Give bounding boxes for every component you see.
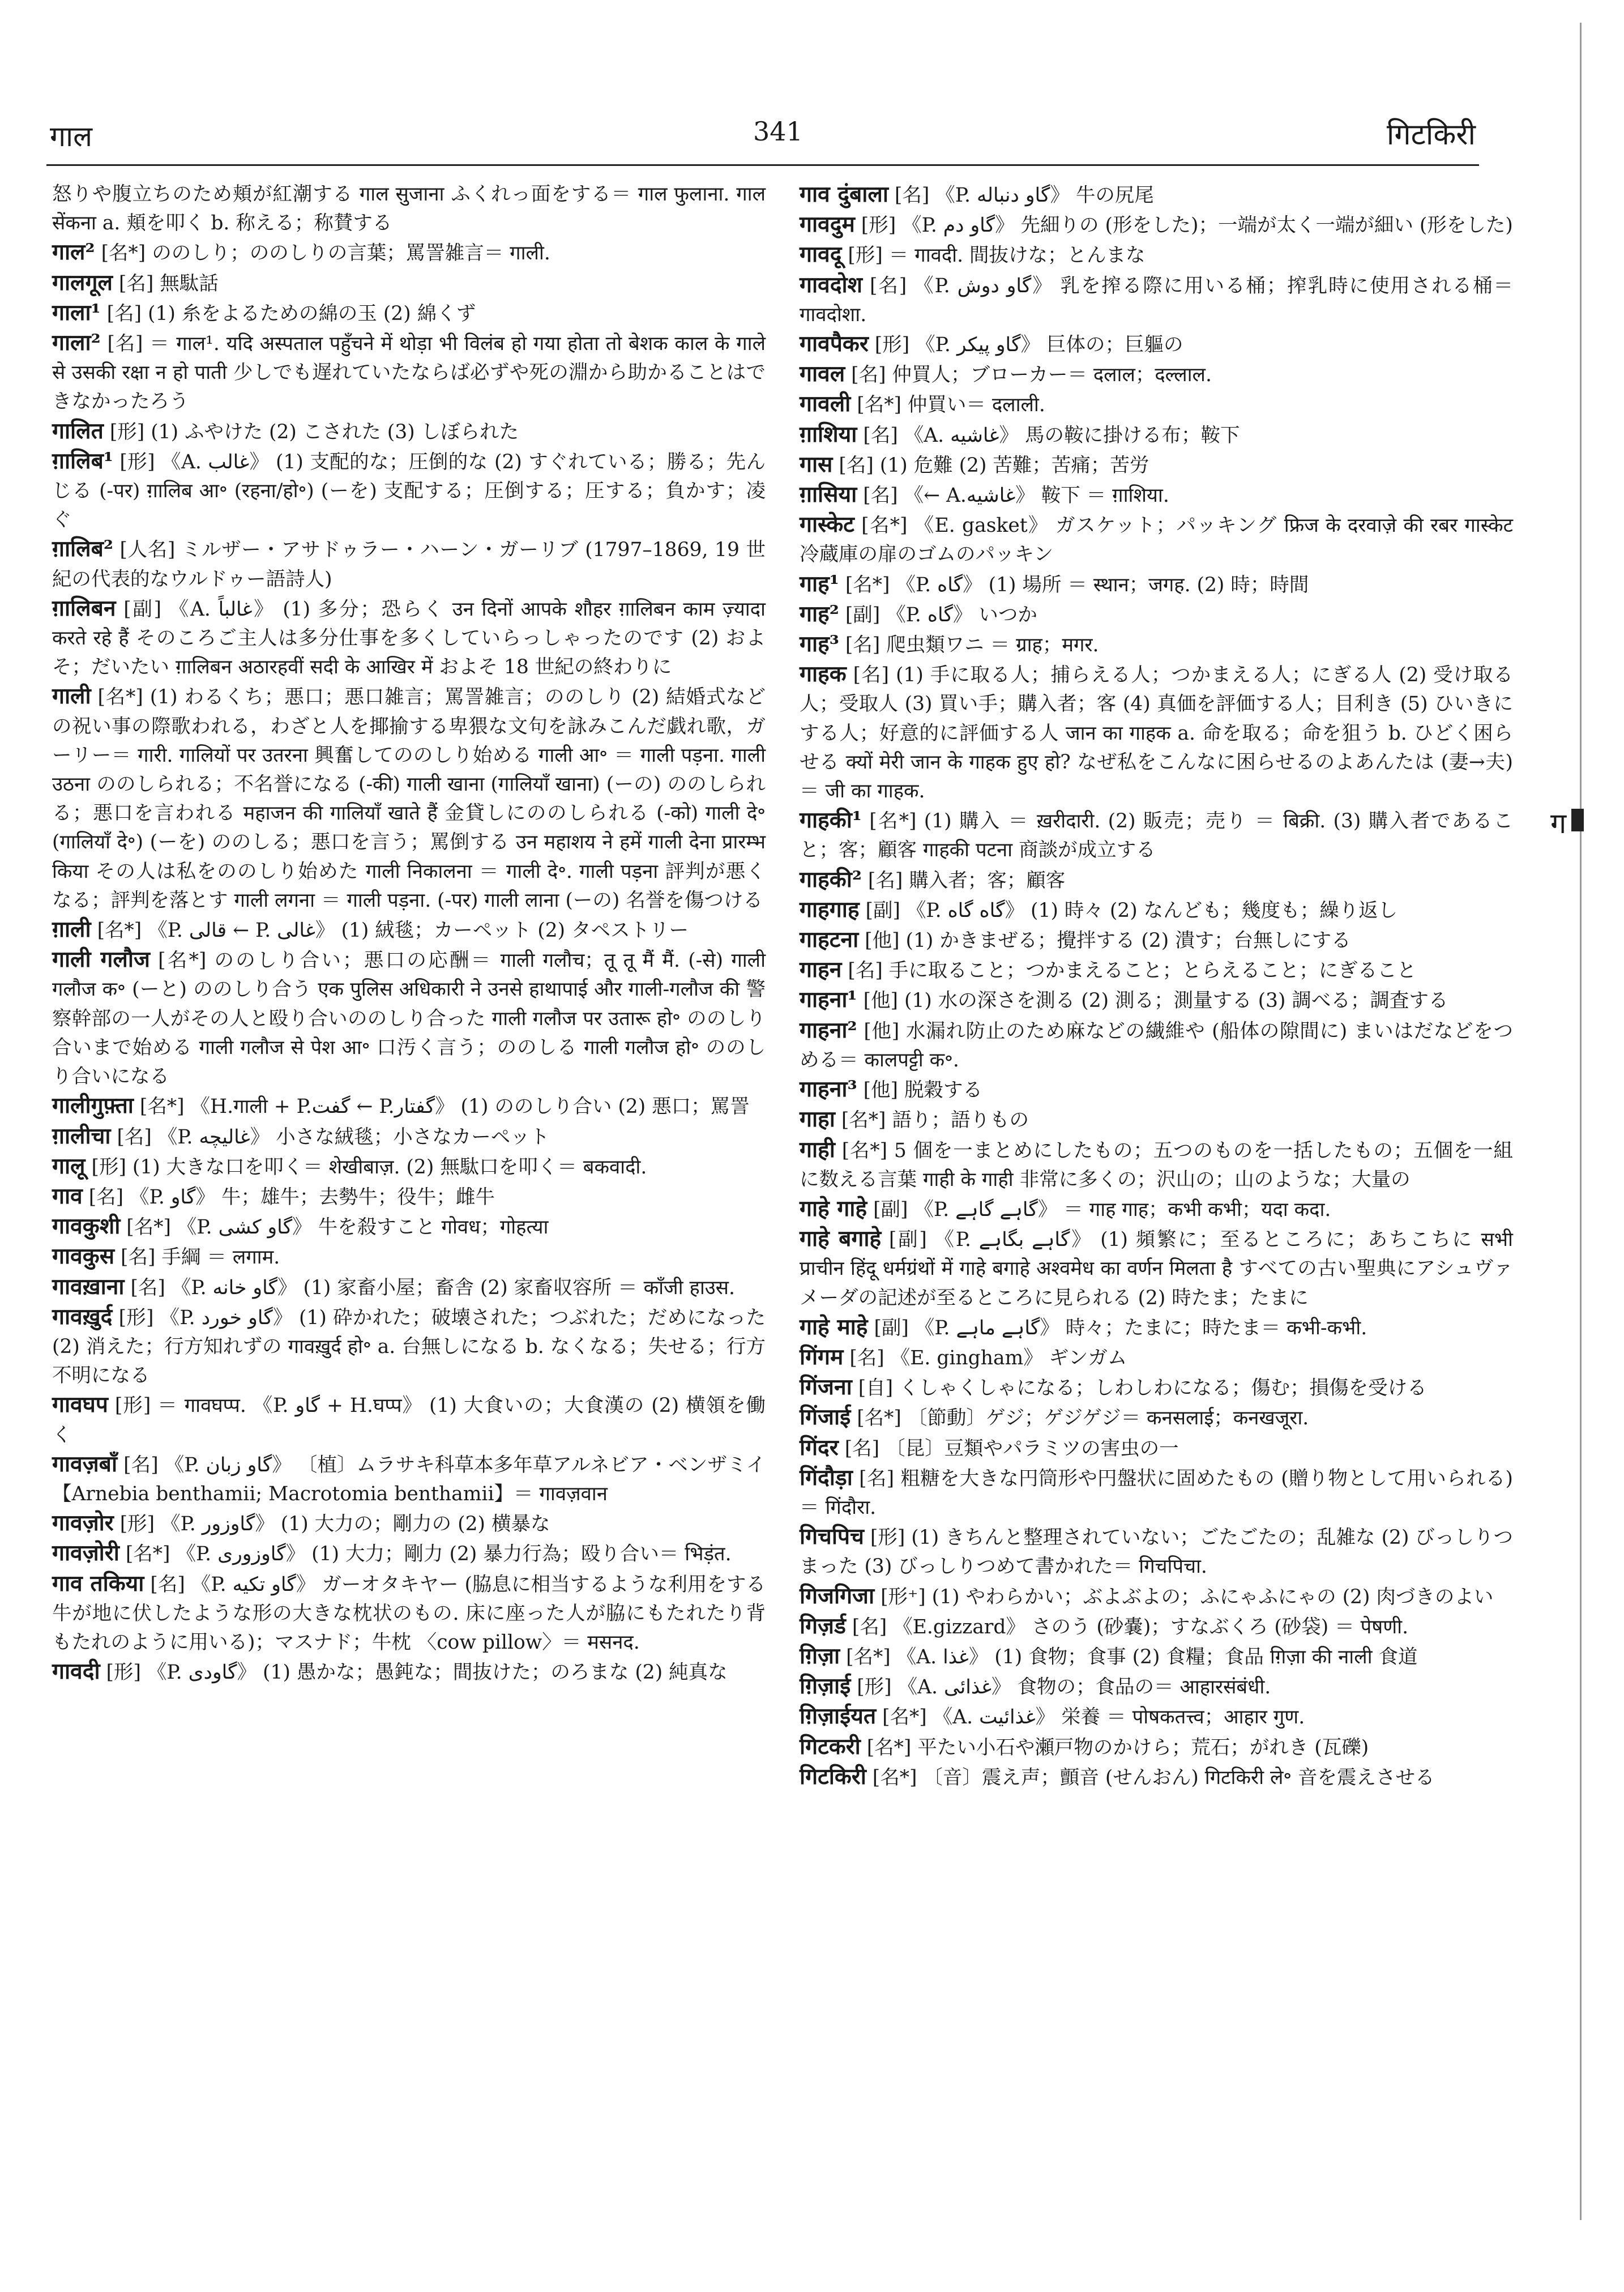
dictionary-entry bbox=[52, 1657, 766, 1687]
entry-headword: गाहना¹ bbox=[800, 987, 857, 1013]
dictionary-entry bbox=[800, 985, 1513, 1015]
entry-definition: [名*] 《P. قالی ← P. غالی》 (1) 絨毯；カーペット (2) タペストリー bbox=[97, 919, 689, 942]
dictionary-entry bbox=[52, 1152, 766, 1182]
entry-headword: गाहना² bbox=[800, 1017, 857, 1043]
entry-headword: गाव दुंबाला bbox=[800, 181, 888, 207]
entry-headword: गास्केट bbox=[800, 511, 854, 538]
dictionary-entry bbox=[52, 1122, 766, 1152]
entry-headword: गाही bbox=[800, 1136, 835, 1163]
dictionary-entry bbox=[800, 1075, 1513, 1105]
dictionary-entry bbox=[52, 1303, 766, 1391]
dictionary-entry bbox=[800, 210, 1513, 240]
dictionary-entry bbox=[800, 510, 1513, 569]
entry-definition: 怒りや腹立ちのため頬が紅潮する गाल सुजाना ふくれっ面をする＝ गाल फुलाना. गाल सेंकना a. 頬を叩く b. 称える；称賛する bbox=[52, 183, 766, 235]
dictionary-entry bbox=[800, 1403, 1513, 1433]
entry-definition: [名] 《P. گاو》 牛；雄牛；去勢牛；役牛；雌牛 bbox=[88, 1185, 495, 1209]
entry-definition: [名] 《E. gingham》 ギンガム bbox=[849, 1346, 1127, 1369]
entry-definition: [名] 粗糖を大きな円筒形や円盤状に固めたもの (贈り物として用いられる) ＝ गिंदौरा. bbox=[800, 1467, 1513, 1519]
entry-headword: गावख़ुर्द bbox=[52, 1303, 113, 1330]
entry-definition: [形] (1) きちんと整理されていない；ごたごたの；乱雑な (2) びっしりつまった (3) びっしりつめて書かれた＝ गिचपिचा. bbox=[800, 1526, 1514, 1578]
dictionary-entry bbox=[52, 1390, 766, 1449]
thumb-index-letter: ग bbox=[1550, 807, 1567, 840]
entry-headword: गावज़ोरी bbox=[52, 1540, 119, 1567]
dictionary-entry bbox=[800, 1194, 1513, 1224]
entry-definition: [名*] 《A. غذائیت》 栄養 ＝ पोषकतत्त्व；आहार गुण. bbox=[882, 1706, 1305, 1729]
entry-definition: [名] 《← A.غاشیه》 鞍下 ＝ ग़ाशिया. bbox=[863, 484, 1169, 507]
entry-definition: [名] 《P. گاو دنباله》 牛の尻尾 bbox=[894, 184, 1154, 207]
entry-headword: गाली गलौज bbox=[52, 946, 150, 973]
entry-definition: [名*] 《P. گاه》 (1) 場所 ＝ स्थान；जगह. (2) 時；時間 bbox=[845, 573, 1309, 596]
entry-headword: गिंजाई bbox=[800, 1404, 851, 1431]
dictionary-entry bbox=[800, 600, 1513, 630]
page-edge-line bbox=[1580, 23, 1582, 2220]
entry-definition: [名*] 仲買い＝ दलाली. bbox=[857, 394, 1045, 417]
dictionary-entry bbox=[800, 1672, 1513, 1702]
entry-headword: गिंगम bbox=[800, 1343, 844, 1370]
dictionary-entry bbox=[800, 360, 1513, 390]
entry-headword: गाहटना bbox=[800, 927, 859, 953]
entry-definition: [名] 無駄話 bbox=[118, 272, 219, 295]
entry-definition: [名] 《P. گاو تکیه》 ガーオタキヤー (脇息に相当するような利用をする牛が地に伏したような形の大きな枕状のもの. 床に座った人が脇にもたれたり背もたれのように用いる)；マスナド；牛枕 〈cow pillow〉＝ मसनद. bbox=[52, 1573, 766, 1654]
entry-headword: ग़ालिबन bbox=[52, 595, 116, 621]
entry-headword: ग़िज़ाईयत bbox=[800, 1703, 877, 1730]
dictionary-entry bbox=[52, 1539, 766, 1569]
entry-headword: गावज़बाँ bbox=[52, 1450, 118, 1477]
dictionary-entry bbox=[800, 865, 1513, 895]
entry-headword: गावदोश bbox=[800, 271, 863, 298]
dictionary-entry bbox=[52, 1569, 766, 1658]
entry-headword: ग़ाशिया bbox=[800, 421, 857, 447]
dictionary-entry bbox=[52, 328, 766, 417]
entry-headword: गावदी bbox=[52, 1658, 100, 1685]
entry-definition: [名*] 《E. gasket》 ガスケット；パッキング फ्रिज के दरवाज़े की रबर गास्केट 冷蔵庫の扉のゴムのパッキン bbox=[800, 514, 1514, 566]
entry-definition: [名*] 《A. غذا》 (1) 食物；食事 (2) 食糧；食品 ग़िज़ा की नाली 食道 bbox=[846, 1645, 1418, 1668]
dictionary-entry bbox=[800, 1762, 1513, 1792]
entry-definition: [名] 〔昆〕豆類やパラミツの害虫の一 bbox=[844, 1437, 1179, 1460]
dictionary-entry bbox=[800, 1732, 1513, 1762]
entry-headword: ग़ालिब² bbox=[52, 536, 113, 562]
dictionary-entry bbox=[800, 895, 1513, 925]
entry-definition: [他] 水漏れ防止のため麻などの繊維や (船体の隙間に) まいはだなどをつめる＝ कालपट्टी क॰. bbox=[800, 1019, 1513, 1072]
dictionary-entry bbox=[800, 1373, 1513, 1403]
entry-definition: [副] 《P. گاہے گاہے》 ＝ गाह गाह；कभी कभी；यदा कदा. bbox=[873, 1198, 1331, 1221]
entry-definition: [名] (1) 危難 (2) 苦難；苦痛；苦労 bbox=[839, 454, 1149, 477]
entry-definition: [名*] 語り；語りもの bbox=[841, 1109, 1029, 1132]
entry-headword: गावदुम bbox=[800, 211, 855, 238]
entry-definition: [名*] (1) 購入 ＝ ख़रीदारी. (2) 販売；売り ＝ बिक्री. (3) 購入者であること；客；顧客 गाहकी पटना 商談が成立する bbox=[800, 810, 1513, 862]
entry-definition: [形] 《P. گاو خورد》 (1) 砕かれた；破壊された；つぶれた；だめになった (2) 消えた；行方知れずの गावख़ुर्द हो॰ a. 台無しになる b. なくなる；失せる；行方不明になる bbox=[52, 1306, 766, 1388]
dictionary-entry bbox=[800, 1016, 1513, 1075]
entry-definition: [名] 手綱 ＝ लगाम. bbox=[121, 1246, 280, 1269]
entry-definition: [名*] 〔音〕震え声；顫音 (せんおん) गिटकिरी ले॰ 音を震えさせる bbox=[872, 1766, 1435, 1789]
dictionary-entry bbox=[800, 660, 1513, 806]
entry-definition: [人名] ミルザー・アサドゥラー・ハーン・ガーリブ (1797–1869, 19 世紀の代表的なウルドゥー語詩人) bbox=[52, 539, 766, 591]
entry-headword: गालित bbox=[52, 417, 104, 444]
dictionary-entry bbox=[52, 268, 766, 298]
entry-headword: गाह² bbox=[800, 600, 839, 627]
entry-headword: गाहना³ bbox=[800, 1076, 857, 1103]
entry-headword: गाव bbox=[52, 1183, 83, 1209]
dictionary-entry bbox=[52, 945, 766, 1091]
dictionary-entry bbox=[800, 1105, 1513, 1135]
dictionary-entry bbox=[800, 330, 1513, 360]
entry-headword: गाहन bbox=[800, 957, 842, 983]
dictionary-entry bbox=[800, 806, 1513, 865]
entry-headword: गिटकिरी bbox=[800, 1763, 866, 1790]
entry-definition: [名] (1) 手に取る人；捕らえる人；つかまえる人；にぎる人 (2) 受け取る人；受取人 (3) 買い手；購入者；客 (4) 真価を評価する人；目利き (5) ひいきにする人；好意的に評価する人 जान का गाहक a. 命を取る；命を狙う b. ひどく困らせる क्यों मेरी जान के गाहक हुए हो? なぜ私をこんなに困らせるのよあんたは (妻→夫) ＝ जी का गाहक. bbox=[800, 664, 1513, 803]
dictionary-entry bbox=[800, 1136, 1513, 1194]
entry-headword: ग़िज़ाई bbox=[800, 1673, 851, 1700]
entry-headword: गाहकी² bbox=[800, 866, 862, 893]
dictionary-entry bbox=[52, 682, 766, 915]
entry-headword: गावल bbox=[800, 361, 845, 387]
left-column bbox=[52, 180, 766, 1687]
dictionary-entry bbox=[52, 180, 766, 238]
entry-definition: [形] ＝ गावदी. 間抜けな；とんまな bbox=[848, 244, 1146, 267]
entry-definition: [名*] 平たい小石や瀬戸物のかけら；荒石；がれき (瓦礫) bbox=[866, 1736, 1369, 1759]
dictionary-entry bbox=[800, 955, 1513, 985]
dictionary-entry bbox=[800, 450, 1513, 480]
dictionary-entry bbox=[52, 1091, 766, 1121]
dictionary-entry bbox=[52, 238, 766, 268]
entry-headword: ग़ालिब¹ bbox=[52, 447, 113, 474]
dictionary-entry bbox=[52, 1212, 766, 1242]
entry-headword: गावकुशी bbox=[52, 1213, 121, 1240]
entry-headword: गालू bbox=[52, 1153, 86, 1179]
entry-definition: [形] 《P. گاودی》 (1) 愚かな；愚鈍な；間抜けた；のろまな (2) 純真な bbox=[106, 1661, 728, 1684]
entry-definition: [形⁺] (1) やわらかい；ぶよぶよの；ふにゃふにゃの (2) 肉づきのよい bbox=[881, 1585, 1494, 1608]
entry-definition: [名*] 5 個を一まとめにしたもの；五つのものを一括したもの；五個を一組に数える言葉 गाही के गाही 非常に多くの；沢山の；山のような；大量の bbox=[800, 1139, 1513, 1191]
entry-headword: गावकुस bbox=[52, 1243, 115, 1270]
entry-definition: [名*] ののしり合い；悪口の応酬＝ गाली गलौच；तू तू मैं मैं. (-से) गाली गलौज क॰ (ーと) ののしり合う एक पुलिस अधिकारी ने उनसे हाथापाई और गाली-गलौज की 警察幹部の一人がその人と殴り合いののしり合った गाली गलौज पर उतारू हो॰ ののしり合いまで始める गाली गलौज से पेश आ॰ 口汚く言う；ののしる गाली गलौज हो॰ ののしり合いになる bbox=[52, 949, 766, 1089]
entry-definition: [他] 脱穀する bbox=[863, 1079, 982, 1102]
entry-headword: गाहे माहे bbox=[800, 1313, 868, 1340]
entry-headword: गाहा bbox=[800, 1106, 835, 1133]
entry-headword: गिटकरी bbox=[800, 1733, 861, 1760]
dictionary-entry bbox=[800, 630, 1513, 660]
dictionary-entry bbox=[800, 480, 1513, 510]
entry-headword: गाल² bbox=[52, 239, 95, 266]
dictionary-entry bbox=[800, 390, 1513, 420]
entry-definition: [形] (1) ふやけた (2) こされた (3) しぼられた bbox=[109, 420, 519, 443]
entry-headword: गाला¹ bbox=[52, 299, 101, 326]
dictionary-entry bbox=[52, 1450, 766, 1509]
entry-headword: ग़ालीचा bbox=[52, 1122, 111, 1149]
dictionary-entry bbox=[52, 1182, 766, 1212]
dictionary-entry bbox=[52, 535, 766, 594]
entry-headword: गावदू bbox=[800, 241, 842, 268]
dictionary-entry bbox=[800, 1582, 1513, 1612]
dictionary-entry bbox=[52, 594, 766, 682]
entry-definition: [名] 《P. گاو دوش》 乳を搾る際に用いる桶；搾乳時に使用される桶＝ गावदोशा. bbox=[800, 274, 1514, 326]
dictionary-entry bbox=[800, 240, 1513, 270]
entry-headword: गास bbox=[800, 451, 833, 477]
page-number: 341 bbox=[753, 116, 803, 147]
entry-definition: [他] (1) かきまぜる；攪拌する (2) 潰す；台無しにする bbox=[865, 929, 1351, 953]
dictionary-entry bbox=[800, 1522, 1513, 1581]
dictionary-entry bbox=[52, 1273, 766, 1303]
entry-definition: [名] 《P. گاو خانه》 (1) 家畜小屋；畜舎 (2) 家畜収容所 ＝ काँजी हाउस. bbox=[130, 1276, 735, 1299]
entry-definition: [副] 《P. گاه گاه》 (1) 時々 (2) なんども；幾度も；繰り返し bbox=[865, 899, 1398, 922]
entry-definition: [形] 《A. غذائی》 食物の；食品の＝ आहारसंबंधी. bbox=[857, 1676, 1271, 1699]
dictionary-entry bbox=[800, 1313, 1513, 1343]
dictionary-entry bbox=[800, 1612, 1513, 1642]
dictionary-entry bbox=[800, 1702, 1513, 1732]
entry-definition: [副] 《P. گاہے ماہے》 時々；たまに；時たま＝ कभी-कभी. bbox=[874, 1316, 1367, 1339]
dictionary-entry bbox=[800, 1343, 1513, 1373]
dictionary-entry bbox=[800, 1463, 1513, 1522]
entry-headword: गाहे गाहे bbox=[800, 1195, 867, 1222]
entry-headword: गाह¹ bbox=[800, 570, 839, 597]
entry-headword: गाहक bbox=[800, 661, 847, 688]
entry-headword: ग़ासिया bbox=[800, 481, 857, 508]
entry-definition: [名*] (1) わるくち；悪口；悪口雑言；罵詈雑言；ののしり (2) 結婚式などの祝い事の際歌われる，わざと人を揶揄する卑猥な文句を詠みこんだ戯れ歌，ガーリー＝ गारी. गालियों पर उतरना 興奮してののしり始める गाली आ॰ ＝ गाली पड़ना. गाली उठना ののしられる；不名誉になる (-की) गाली खाना (गालियाँ खाना) (ーの) ののしられる；悪口を言われる महाजन की गालियाँ खाते हैं 金貸しにののしられる (-को) गाली दे॰ (गालियाँ दे॰) (ーを) ののしる；悪口を言う；罵倒する उन महाशय ने हमें गाली देना प्रारम्भ किया その人は私をののしり始めた गाली निकालना ＝ गाली दे॰. गाली पड़ना 評判が悪くなる；評判を落とす गाली लगना ＝ गाली पड़ना. (-पर) गाली लाना (ーの) 名誉を傷つける bbox=[52, 686, 766, 912]
entry-definition: [名] 爬虫類ワニ ＝ ग्राह；मगर. bbox=[845, 634, 1099, 657]
entry-headword: गाहकी¹ bbox=[800, 807, 862, 834]
entry-definition: [名] 《A. غاشیه》 馬の鞍に掛ける布；鞍下 bbox=[863, 424, 1240, 447]
entry-headword: गाह³ bbox=[800, 631, 839, 658]
entry-headword: गावज़ोर bbox=[52, 1510, 114, 1536]
entry-definition: [形] 《P. گاوزور》 (1) 大力の；剛力の (2) 横暴な bbox=[119, 1513, 550, 1536]
entry-definition: [名*] 《P. گاو کشی》 牛を殺すこと गोवध；गोहत्या bbox=[126, 1216, 549, 1239]
header-rule bbox=[46, 164, 1479, 166]
dictionary-entry bbox=[800, 925, 1513, 955]
running-head-right: गिटकिरी bbox=[1386, 118, 1476, 152]
entry-headword: गालीगुफ़्ता bbox=[52, 1092, 134, 1119]
entry-definition: [名] 購入者；客；顧客 bbox=[867, 869, 1066, 892]
entry-headword: गाव तकिया bbox=[52, 1570, 144, 1597]
dictionary-entry bbox=[52, 1242, 766, 1272]
entry-headword: गिंजना bbox=[800, 1374, 852, 1401]
dictionary-entry bbox=[52, 915, 766, 945]
entry-headword: गावली bbox=[800, 391, 851, 417]
entry-definition: [名*] 〔節動〕ゲジ；ゲジゲジ＝ कनसलाई；कनखजूरा. bbox=[857, 1407, 1309, 1430]
entry-definition: [名*] 《P. گاوزوری》 (1) 大力；剛力 (2) 暴力行為；殴り合い＝ भिड़ंत. bbox=[125, 1543, 732, 1566]
entry-definition: [名] 手に取ること；つかまえること；とらえること；にぎること bbox=[848, 959, 1417, 983]
dictionary-entry bbox=[52, 417, 766, 447]
entry-definition: [名] 《P. گاو زبان》 〔植〕ムラサキ科草本多年草アルネビア・ベンザミイ【Arnebia benthamii; Macrotomia benthamii】＝ गावज़वान bbox=[52, 1453, 766, 1505]
dictionary-entry bbox=[800, 180, 1513, 210]
entry-definition: [形] ＝ गावघप्प. 《P. گاو + H.घप्प》 (1) 大食いの；大食漢の (2) 横領を働く bbox=[52, 1394, 766, 1446]
entry-headword: गावघप bbox=[52, 1392, 108, 1418]
entry-headword: गालगूल bbox=[52, 269, 113, 296]
dictionary-entry bbox=[800, 1642, 1513, 1672]
right-column bbox=[800, 180, 1513, 1792]
entry-headword: गाहे बगाहे bbox=[800, 1226, 882, 1252]
entry-definition: [名] (1) 糸をよるための綿の玉 (2) 綿くず bbox=[106, 302, 476, 325]
entry-headword: गिंदौड़ा bbox=[800, 1464, 853, 1491]
entry-headword: ग़ाली bbox=[52, 916, 91, 943]
entry-definition: [形] 《A. غالب》 (1) 支配的な；圧倒的な (2) すぐれている；勝る；先んじる (-पर) ग़ालिब आ॰ (रहना/हो॰) (ーを) 支配する；圧倒する；圧する；負かす；凌ぐ bbox=[52, 450, 766, 532]
entry-definition: [形] 《P. گاو پیکر》 巨体の；巨軀の bbox=[874, 334, 1183, 357]
entry-definition: [形] (1) 大きな口を叩く＝ शेखीबाज़. (2) 無駄口を叩く＝ बकवादी. bbox=[91, 1155, 647, 1179]
entry-definition: [形] 《P. گاو دم》 先細りの (形をした)；一端が太く一端が細い (形をした) bbox=[861, 214, 1513, 237]
entry-definition: [他] (1) 水の深さを測る (2) 測る；測量する (3) 調べる；調査する bbox=[863, 989, 1448, 1013]
dictionary-entry bbox=[800, 271, 1513, 330]
dictionary-entry bbox=[800, 420, 1513, 450]
entry-definition: [名*] ののしり；ののしりの言葉；罵詈雑言＝ गाली. bbox=[101, 242, 550, 265]
entry-headword: गाला² bbox=[52, 330, 101, 356]
entry-headword: गिजगिजा bbox=[800, 1582, 875, 1609]
entry-headword: गिज़र्ड bbox=[800, 1612, 846, 1639]
dictionary-entry bbox=[52, 298, 766, 328]
entry-definition: [自] くしゃくしゃになる；しわしわになる；傷む；損傷を受ける bbox=[858, 1377, 1427, 1400]
entry-definition: [名] 仲買人；ブローカー＝ दलाल；दल्लाल. bbox=[851, 364, 1212, 387]
entry-definition: [副] 《P. گاہے بگاہے》 (1) 頻繁に；至るところに；あちこちに सभी प्राचीन हिंदू धर्मग्रंथों में गाहे बगाहे अश्वमेध का वर्णन मिलता है すべての古い聖典にアシュヴァメーダの記述が至るところに見られる (2) 時たま；たまに bbox=[800, 1228, 1513, 1309]
entry-definition: [名] ＝ गाल¹. यदि अस्पताल पहुँचने में थोड़ा भी विलंब हो गया होता तो बेशक काल के गाले से उसकी रक्षा न हो पाती 少しでも遅れていたならば必ずや死の淵から助かることはできなかったろう bbox=[52, 332, 766, 413]
entry-headword: गाहगाह bbox=[800, 896, 860, 923]
entry-definition: [名] 《P. غالیچه》 小さな絨毯；小さなカーペット bbox=[117, 1125, 550, 1149]
thumb-index-tab bbox=[1571, 809, 1584, 831]
dictionary-entry bbox=[52, 447, 766, 535]
entry-headword: गावख़ाना bbox=[52, 1273, 125, 1300]
dictionary-entry bbox=[800, 570, 1513, 600]
dictionary-entry bbox=[52, 1509, 766, 1539]
entry-definition: [名] 《E.gizzard》 さのう (砂嚢)；すなぶくろ (砂袋) ＝ पेषणी. bbox=[852, 1615, 1409, 1638]
entry-headword: गाली bbox=[52, 683, 91, 710]
entry-headword: गिचपिच bbox=[800, 1523, 864, 1550]
running-head-left: गाल bbox=[50, 120, 92, 153]
entry-definition: [副] 《A. غالباً》 (1) 多分；恐らく उन दिनों आपके शौहर ग़ालिबन काम ज़्यादा करते रहे हैं そのころご主人は多分仕事を多くしていらっしゃったのです (2) およそ；だいたい ग़ालिबन अठारहवीं सदी के आखिर में およそ 18 世紀の終わりに bbox=[52, 597, 766, 679]
entry-headword: गावपैकर bbox=[800, 331, 869, 357]
entry-headword: ग़िज़ा bbox=[800, 1642, 840, 1669]
dictionary-entry bbox=[800, 1224, 1513, 1313]
entry-headword: गिंदर bbox=[800, 1434, 839, 1461]
entry-definition: [名*] 《H.गाली + P.گفت ← P.گفتار》 (1) ののしり合い (2) 悪口；罵詈 bbox=[139, 1095, 750, 1119]
dictionary-entry bbox=[800, 1433, 1513, 1463]
entry-definition: [副] 《P. گاه》 いつか bbox=[845, 603, 1037, 626]
